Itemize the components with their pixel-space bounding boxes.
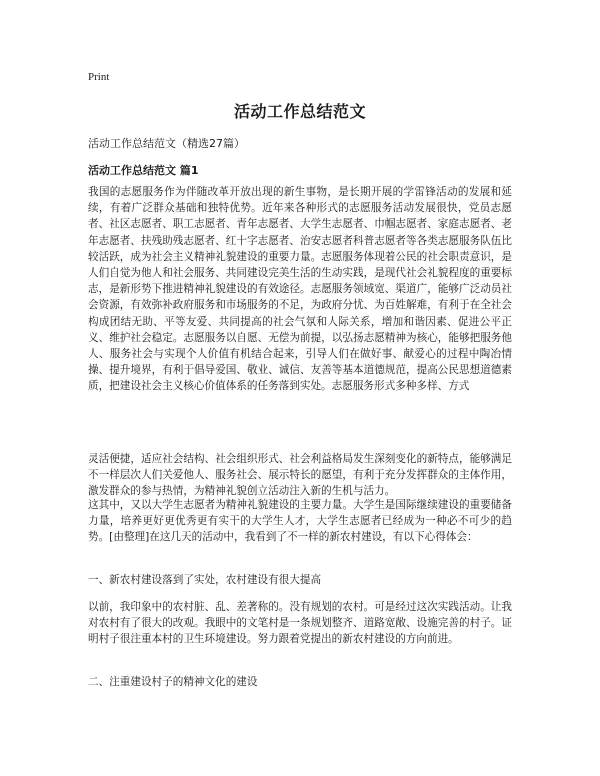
print-link[interactable]: Print <box>88 71 110 83</box>
paragraph-village-impression: 以前，我印象中的农村脏、乱、差著称的。没有规划的农村。可是经过这次实践活动。让我对农村有了很大的改观。我眼中的文笔村是一条规划整齐、道路宽敞、设施完善的村子。证明村子很注重本村的卫生环境建设。努力跟着党提出的新农村建设的方向前进。 <box>88 601 512 646</box>
paragraph-flexible: 灵活便捷，适应社会结构、社会组织形式、社会利益格局发生深刻变化的新特点，能够满足不一样层次人们关爱他人、服务社会、展示特长的愿望，有利于充分发挥群众的主体作用，激发群众的参与热情，为精神礼貌创立活动注入新的生机与活力。 <box>88 453 512 498</box>
paragraph-college-volunteers: 这其中，又以大学生志愿者为精神礼貌建设的主要力量。大学生是国际继续建设的重要储备力量，培养更好更优秀更有实干的大学生人才，大学生志愿者已经成为一种必不可少的趋势。[由整理]在这几天的活动中，我看到了不一样的新农村建设，有以下心得体会： <box>88 499 512 544</box>
section-heading: 活动工作总结范文 篇1 <box>88 164 199 177</box>
subheading-spiritual-culture: 二、注重建设村子的精神文化的建设 <box>88 676 258 688</box>
document-title: 活动工作总结范文 <box>233 102 366 121</box>
subheading-rural-construction: 一、新农村建设落到了实处，农村建设有很大提高 <box>88 574 322 586</box>
paragraph-volunteer-service: 我国的志愿服务作为伴随改革开放出现的新生事物，是长期开展的学雷锋活动的发展和延续，有着广泛群众基础和独特优势。近年来各种形式的志愿服务活动发展很快，党员志愿者、社区志愿者、职工志愿者、青年志愿者、大学生志愿者、巾帼志愿者、家庭志愿者、老年志愿者、扶残助残志愿者、红十字志愿者、治安志愿者科普志愿者等各类志愿服务队伍比较活跃，成为社会主义精神礼貌建设的重要力量。志愿服务体现着公民的社会职责意识，是人们自觉为他人和社会服务、共同建设完美生活的生动实践，是现代社会礼貌程度的重要标志，是新形势下推进精神礼貌建设的有效途径。志愿服务领域宽、渠道广，能够广泛动员社会资源，有效弥补政府服务和市场服务的不足，为政府分忧、为百姓解难，有利于在全社会构成团结无助、平等友爱、共同提高的社会气氛和人际关系，增加和谐因素、促进公平正义、维护社会稳定。志愿服务以自愿、无偿为前提，以弘扬志愿精神为核心，能够把服务他人、服务社会与实现个人价值有机结合起来，引导人们在做好事、献爱心的过程中陶冶情操、提升境界，有利于倡导爱国、敬业、诚信、友善等基本道德规范，提高公民思想道德素质，把建设社会主义核心价值体系的任务落到实处。志愿服务形式多种多样、方式 <box>88 186 512 393</box>
document-subtitle: 活动工作总结范文（精选27篇） <box>88 137 245 150</box>
